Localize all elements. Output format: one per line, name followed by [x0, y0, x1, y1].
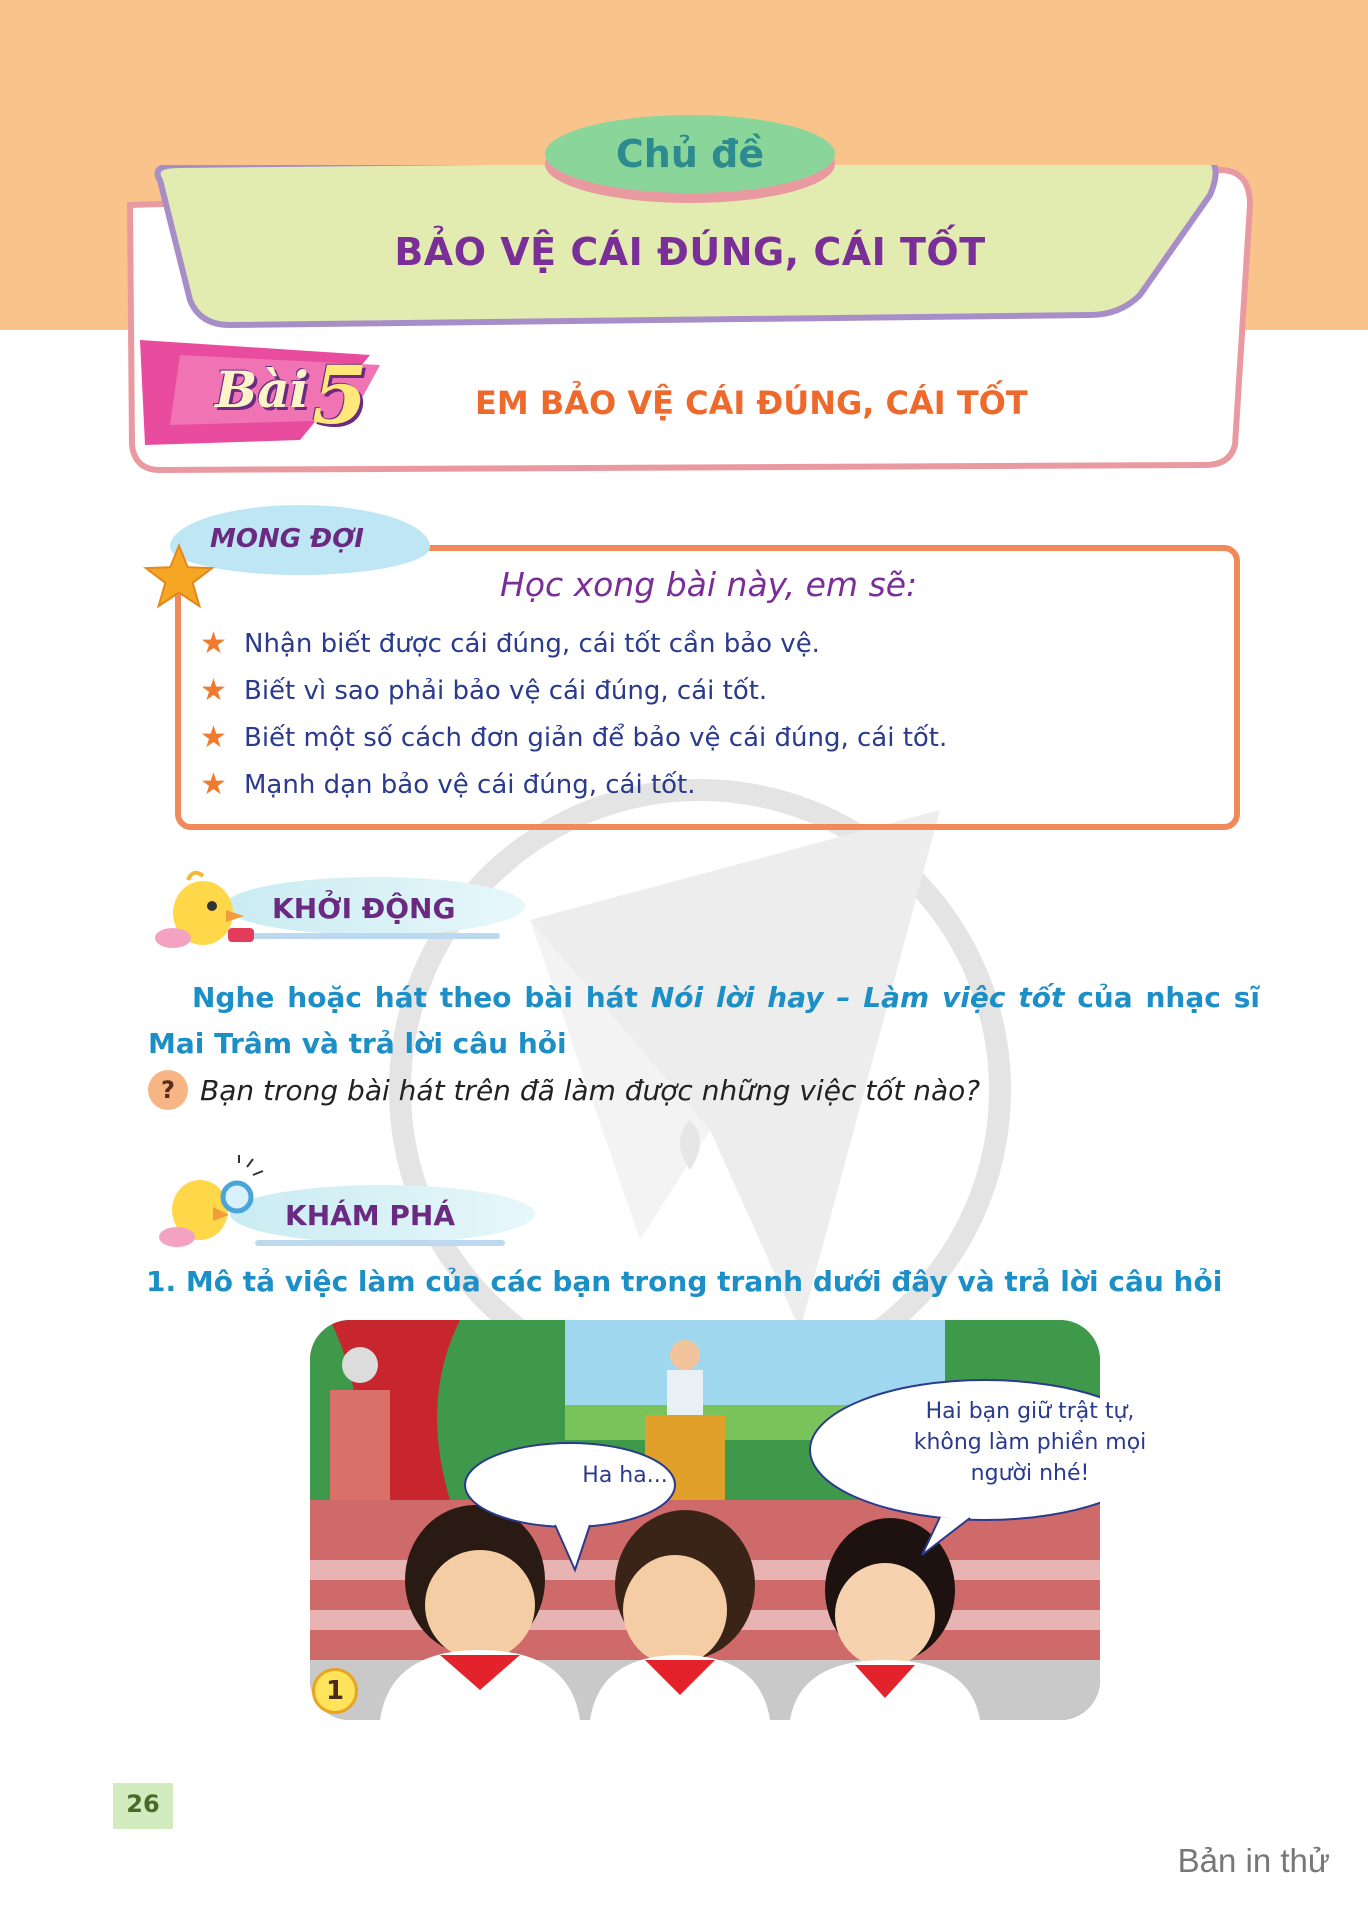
- illustration-number: 1: [312, 1668, 358, 1714]
- illustration-drawing: [310, 1320, 1100, 1720]
- question-text: Bạn trong bài hát trên đã làm được những việc tốt nào?: [200, 1073, 981, 1107]
- list-item: ★ Nhận biết được cái đúng, cái tốt cần bảo vệ.: [200, 626, 820, 661]
- warmup-instruction: Nghe hoặc hát theo bài hát Nói lời hay – Làm việc tốt của nhạc sĩ Mai Trâm và trả lời câu hỏi: [148, 981, 1260, 1060]
- list-item: ★ Mạnh dạn bảo vệ cái đúng, cái tốt.: [200, 767, 696, 802]
- lesson-number: 5: [312, 348, 368, 442]
- list-item: ★ Biết vì sao phải bảo vệ cái đúng, cái tốt.: [200, 673, 768, 708]
- speech-bubble-right: Hai bạn giữ trật tự, không làm phiền mọi người nhé!: [913, 1399, 1147, 1486]
- warmup-heading-underline: [250, 933, 500, 939]
- bullet-star-icon: ★: [200, 626, 227, 661]
- star-icon: [140, 540, 218, 610]
- draft-watermark: Bản in thử: [1177, 1842, 1330, 1879]
- warmup-question: [148, 1070, 980, 1110]
- topic-label-badge: Chủ đề: [545, 115, 835, 193]
- illustration-assembly-scene: [310, 1320, 1100, 1720]
- expectations-lead: Học xong bài này, em sẽ:: [500, 565, 918, 604]
- warmup-heading: KHỞI ĐỘNG: [272, 892, 456, 925]
- topic-title-frame: [120, 165, 1260, 475]
- bullet-star-icon: ★: [200, 767, 227, 802]
- expectations-list: [200, 620, 947, 808]
- bullet-star-icon: ★: [200, 720, 227, 755]
- question-icon: ?: [148, 1070, 188, 1110]
- topic-title: BẢO VỆ CÁI ĐÚNG, CÁI TỐT: [394, 230, 986, 274]
- bullet-star-icon: ★: [200, 673, 227, 708]
- speech-bubble-left: Ha ha...: [582, 1463, 668, 1488]
- explore-heading-underline: [255, 1240, 505, 1246]
- lesson-word: Bài: [215, 360, 309, 419]
- bird-with-magnifier-icon: [155, 1155, 265, 1255]
- explore-heading: KHÁM PHÁ: [285, 1199, 456, 1232]
- list-item: ★ Biết một số cách đơn giản để bảo vệ cái đúng, cái tốt.: [200, 720, 948, 755]
- page-number: 26: [126, 1790, 160, 1818]
- song-title: Nói lời hay – Làm việc tốt: [650, 981, 1065, 1014]
- expectations-tag: MONG ĐỢI: [210, 524, 364, 554]
- lesson-title: EM BẢO VỆ CÁI ĐÚNG, CÁI TỐT: [475, 384, 1028, 422]
- bird-with-trumpet-icon: [148, 868, 258, 958]
- task-1-title: 1. Mô tả việc làm của các bạn trong tranh dưới đây và trả lời câu hỏi: [146, 1265, 1223, 1298]
